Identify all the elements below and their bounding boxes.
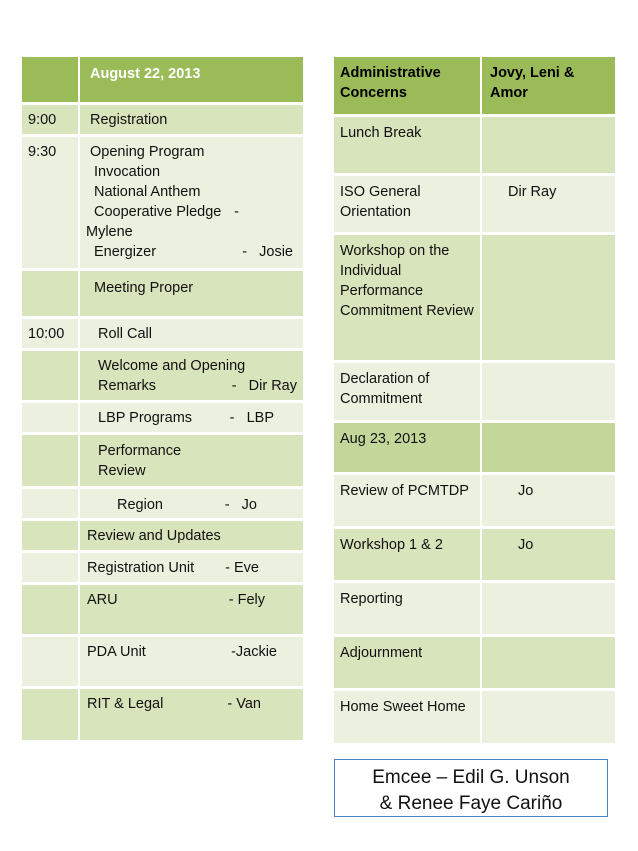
admin-home: Home Sweet Home [340, 699, 466, 715]
agenda-remarks-row [98, 376, 297, 396]
role-region: - Jo [224, 497, 257, 513]
role-registration-unit: - Eve [225, 560, 259, 576]
date-header: August 22, 2013 [90, 66, 201, 82]
person-home [482, 691, 615, 693]
agenda-roll-call: Roll Call [98, 326, 152, 342]
person-aug-23 [482, 423, 615, 425]
role-aru: - Fely [228, 592, 265, 608]
agenda-invocation: Invocation [94, 164, 161, 180]
agenda-meeting-proper: Meeting Proper [94, 280, 194, 296]
agenda-lbp-programs: LBP Programs [98, 410, 193, 426]
agenda-registration-unit-row [80, 553, 303, 578]
agenda-opening-program: Opening Program [90, 144, 205, 160]
person-workshop-1-2: Jo [518, 537, 534, 553]
role-lbp: - LBP [229, 410, 274, 426]
agenda-rit-legal: RIT & Legal [87, 696, 164, 712]
agenda-pda-unit: PDA Unit [87, 644, 146, 660]
admin-lunch-break: Lunch Break [340, 125, 422, 141]
agenda-review-updates: Review and Updates [87, 528, 221, 544]
admin-declaration: Declaration of Commitment [340, 371, 434, 407]
admin-workshop-1-2: Workshop 1 & 2 [340, 537, 443, 553]
time-9-00: 9:00 [28, 112, 57, 128]
agenda-review: Review [98, 463, 146, 479]
agenda-mylene: Mylene [86, 224, 133, 240]
agenda-aru: ARU [87, 592, 118, 608]
admin-header: Administrative Concerns [340, 65, 445, 101]
agenda-registration: Registration [90, 112, 168, 128]
agenda-rit-row [80, 689, 303, 714]
person-header: Jovy, Leni & Amor [490, 65, 578, 101]
agenda-cooperative-pledge: Cooperative Pledge [94, 204, 222, 220]
admin-reporting: Reporting [340, 591, 403, 607]
person-workshop-ipcr [482, 235, 615, 237]
agenda-welcome-opening: Welcome and Opening [98, 358, 246, 374]
agenda-registration-unit: Registration Unit [87, 560, 195, 576]
agenda-pda-row [80, 637, 303, 662]
agenda-remarks: Remarks [98, 378, 157, 394]
role-energizer: - Josie [242, 244, 293, 260]
opening-program-cell [80, 137, 303, 271]
time-9-30: 9:30 [28, 144, 57, 160]
admin-iso-orientation: ISO General Orientation [340, 184, 425, 220]
agenda-performance: Performance [98, 443, 182, 459]
time-10-00: 10:00 [28, 326, 65, 342]
admin-review-pcmtdp: Review of PCMTDP [340, 483, 469, 499]
agenda-national-anthem: National Anthem [94, 184, 201, 200]
person-review-pcmtdp: Jo [518, 483, 534, 499]
schedule-table-admin [334, 57, 615, 743]
agenda-cooperative-pledge-row [90, 202, 293, 222]
role-rit: - Van [227, 696, 261, 712]
person-adjournment [482, 637, 615, 639]
person-reporting [482, 583, 615, 585]
emcee-line-2: & Renee Faye Cariño [379, 793, 563, 814]
agenda-energizer: Energizer [94, 244, 157, 260]
role-remarks: - Dir Ray [231, 378, 297, 394]
role-pda: -Jackie [231, 644, 277, 660]
agenda-region-row [80, 489, 303, 515]
schedule-table-aug-22 [22, 57, 303, 740]
emcee-line-1: Emcee – Edil G. Unson [372, 767, 570, 788]
time-header-cell [22, 57, 80, 105]
agenda-energizer-row [90, 242, 293, 262]
admin-adjournment: Adjournment [340, 645, 423, 661]
role-cooperative-pledge: - [234, 204, 239, 220]
agenda-lbp-row [80, 403, 303, 428]
agenda-aru-row [80, 585, 303, 610]
person-declaration [482, 363, 615, 365]
date-header-cell [80, 57, 303, 105]
person-lunch-break [482, 117, 615, 119]
admin-workshop-ipcr: Workshop on the Individual Performance Commitment Review [340, 243, 474, 319]
person-iso-orientation: Dir Ray [508, 184, 557, 200]
emcee-box [334, 759, 608, 817]
agenda-region: Region [117, 497, 163, 513]
date-aug-23: Aug 23, 2013 [340, 431, 427, 447]
